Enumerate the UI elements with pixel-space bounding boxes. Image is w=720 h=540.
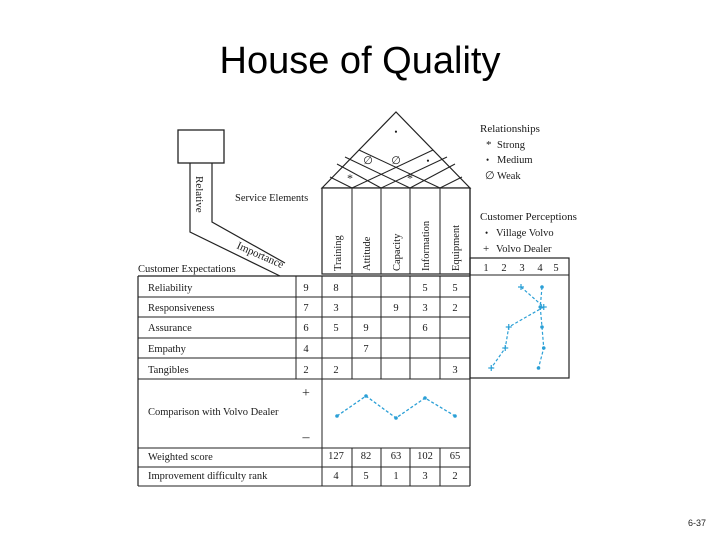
weighted-score-value: 82 [360,451,372,462]
strong-label: Strong [497,140,526,151]
weighted-score-value: 65 [449,451,461,462]
comparison-point [364,394,368,398]
service-element-information: Information [421,220,432,271]
weighted-score-value: 127 [328,451,344,462]
village-volvo-point [540,285,544,289]
relative-importance-box [178,130,224,163]
scale-label: 5 [553,263,559,274]
comparison-point [335,414,339,418]
comparison-plot [335,394,457,420]
difficulty-rank-value: 2 [452,471,458,482]
importance-label: Importance [234,239,286,272]
expectation-empathy: Empathy [148,344,186,355]
roof-symbol-strong: * [407,171,413,185]
cell-value: 8 [333,283,339,294]
comparison-point [453,414,457,418]
weak-symbol: ∅ [485,170,495,182]
cell-value: 5 [452,283,458,294]
importance-value: 9 [303,283,309,294]
expectation-reliability: Reliability [148,283,193,294]
weak-label: Weak [497,171,521,182]
comparison-label: Comparison with Volvo Dealer [148,407,279,418]
importance-value: 4 [303,344,309,355]
roof-symbol-medium: • [394,127,398,137]
volvo-dealer-line [491,287,544,368]
village-volvo-symbol: • [485,228,489,238]
difficulty-rank-value: 4 [333,471,339,482]
service-element-equipment: Equipment [451,224,462,271]
difficulty-rank-value: 1 [393,471,399,482]
importance-value: 6 [303,323,309,334]
difficulty-rank-label: Improvement difficulty rank [148,471,268,482]
strong-symbol: * [486,139,492,151]
customer-expectations-label: Customer Expectations [138,264,236,275]
relationships-title: Relationships [480,123,540,135]
scale-label: 3 [519,263,525,274]
slide-number: 6-37 [687,518,706,528]
service-element-capacity: Capacity [392,233,403,271]
customer-perceptions [470,211,577,378]
perception-plot [488,284,547,371]
volvo-dealer-symbol: + [483,243,490,255]
customer-perceptions-title: Customer Perceptions [480,211,577,223]
expectation-tangibles: Tangibles [148,365,189,376]
comparison-point [394,416,398,420]
cell-value: 3 [333,303,339,314]
difficulty-rank-value: 5 [363,471,369,482]
village-volvo-point [537,366,541,370]
slide-title: House of Quality [219,40,501,82]
comparison-plus: + [302,386,310,401]
cell-value: 3 [422,303,428,314]
service-element-attitude: Attitude [362,236,373,271]
village-volvo-point [540,325,544,329]
scale-label: 4 [537,263,543,274]
cell-value: 9 [393,303,399,314]
relative-label: Relative [193,176,205,213]
medium-symbol: • [486,155,490,165]
volvo-dealer-label: Volvo Dealer [496,244,552,255]
roof-symbol-medium: • [426,156,430,166]
roof-symbol-weak: ∅ [391,155,401,167]
cell-value: 5 [333,323,339,334]
scale-label: 2 [501,263,507,274]
scale-label: 1 [483,263,489,274]
roof-symbol-weak: ∅ [363,155,373,167]
cell-value: 7 [363,344,369,355]
weighted-score-label: Weighted score [148,452,213,463]
cell-value: 2 [452,303,458,314]
cell-value: 2 [333,365,339,376]
weighted-score-value: 63 [390,451,402,462]
relationships-legend [480,123,540,182]
expectation-responsiveness: Responsiveness [148,303,215,314]
cell-value: 3 [452,365,458,376]
comparison-line [337,396,455,418]
expectation-assurance: Assurance [148,323,192,334]
roof-symbol-strong: * [347,171,353,185]
importance-value: 2 [303,365,309,376]
comparison-point [423,396,427,400]
cell-value: 9 [363,323,369,334]
medium-label: Medium [497,155,533,166]
cell-value: 5 [422,283,428,294]
perceptions-box [470,258,569,378]
cell-value: 6 [422,323,428,334]
village-volvo-label: Village Volvo [496,228,554,239]
roof [322,112,470,188]
comparison-minus: – [302,430,310,445]
weighted-score-value: 102 [417,451,433,462]
difficulty-rank-value: 3 [422,471,428,482]
importance-value: 7 [303,303,309,314]
service-element-training: Training [333,235,344,271]
service-elements-label: Service Elements [235,193,309,204]
village-volvo-point [542,346,546,350]
